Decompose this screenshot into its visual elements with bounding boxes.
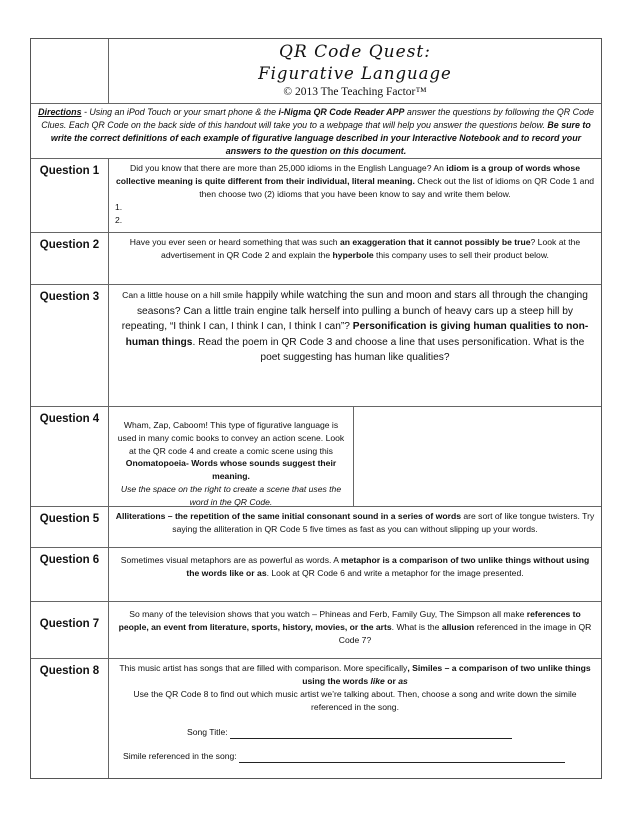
q2-text: this company uses to sell their product below. <box>373 250 549 260</box>
question-5-body <box>109 507 601 547</box>
directions-text <box>31 104 601 158</box>
simile-definition: , Similes – a comparison of two unlike things using the words <box>302 663 591 686</box>
question-8-row <box>31 658 601 778</box>
q3-text: . Read the poem in QR Code 3 and choose a line that uses personification. What is the poet suggesting has human like qualities? <box>192 336 585 363</box>
answer-item-1[interactable]: 1. <box>115 202 123 212</box>
simile-or: or <box>384 676 399 686</box>
question-label: Question 2 <box>31 233 109 284</box>
question-6-body <box>109 548 601 601</box>
q1-text: Check out the list of idioms on QR Code 1 and then choose two (2) idioms that you have been know to say and write them below. <box>199 176 595 199</box>
q7-text: So many of the television shows that you watch – Phineas and Ferb, Family Guy, The Simpson all make <box>129 609 527 619</box>
onomatopoeia-definition: Onomatopoeia- Words whose sounds suggest their meaning. <box>125 458 337 482</box>
question-label: Question 3 <box>31 285 109 406</box>
worksheet-title: QR Code Quest: <box>279 42 431 62</box>
metaphor-definition: metaphor is a comparison of two unlike things without using the words like or as <box>186 555 590 578</box>
question-7-body <box>109 602 601 658</box>
simile-as: as <box>398 676 408 686</box>
simile-line[interactable] <box>239 752 565 763</box>
question-5-row <box>31 506 601 547</box>
directions-emphasis: Be sure to write the correct definitions of each example of figurative language described in your Interactive Notebook and to record your answers to the question on this document. <box>50 120 591 156</box>
directions-row <box>31 103 601 158</box>
q6-text: . Look at QR Code 6 and write a metaphor for the image presented. <box>266 568 524 578</box>
idiom-definition: idiom is a group of words whose collective meaning is quite different from their individual, literal meaning. <box>115 163 580 186</box>
q8-text: This music artist has songs that are filled with comparison. More specifically <box>119 663 408 673</box>
question-1-body <box>109 159 601 232</box>
worksheet-table <box>30 38 602 779</box>
personification-definition: Personification is giving human qualities to non-human things <box>125 321 589 348</box>
q1-text: Did you know that there are more than 25,000 idioms in the English Language? An <box>130 163 447 173</box>
header-row <box>31 39 601 103</box>
copyright-line: © 2013 The Teaching Factor™ <box>283 86 427 98</box>
question-label: Question 8 <box>31 659 109 778</box>
question-1-row <box>31 158 601 232</box>
question-2-row <box>31 232 601 284</box>
q6-text: Sometimes visual metaphors are as powerful as words. A <box>120 555 341 565</box>
question-label: Question 4 <box>31 407 109 506</box>
header-blank-cell <box>31 39 109 103</box>
question-4-body <box>109 407 354 506</box>
hyperbole-definition: an exaggeration that it cannot possibly be true <box>339 237 531 247</box>
q7-text: . What is the <box>391 622 442 632</box>
directions-text-part: - Using an iPod Touch or your smart phone & the <box>81 107 279 117</box>
question-2-body <box>109 233 601 284</box>
simile-label: Simile referenced in the song: <box>123 751 237 761</box>
question-7-row <box>31 601 601 658</box>
q8-instructions: Use the QR Code 8 to find out which music artist we’re talking about. Then, choose a song and write down the simile referenced in the song. <box>133 689 577 712</box>
q4-text: Wham, Zap, Caboom! This type of figurative language is used in many comic books to convey an action scene. Look at the QR code 4 and create a comic scene using this <box>117 420 345 456</box>
comic-scene-area[interactable] <box>354 407 601 506</box>
simile-field[interactable] <box>115 750 595 763</box>
q2-text: Have you ever seen or heard something that was such <box>129 237 340 247</box>
question-8-body <box>109 659 601 778</box>
question-6-row <box>31 547 601 601</box>
allusion-term: allusion <box>441 622 475 632</box>
song-title-label: Song Title: <box>187 727 228 737</box>
question-label: Question 7 <box>31 602 109 658</box>
allusion-definition: references to people, an event from literature, sports, history, movies, or the arts <box>118 609 581 632</box>
hyperbole-term: hyperbole <box>332 250 374 260</box>
directions-label: Directions <box>38 107 82 117</box>
alliteration-definition: Alliterations – the repetition of the same initial consonant sound in a series of words <box>115 511 461 521</box>
question-4-row <box>31 406 601 506</box>
header-title-cell <box>109 39 601 103</box>
song-title-line[interactable] <box>230 728 512 739</box>
directions-text-part: answer the questions by following the QR Code Clues. Each QR Code on the back side of this handout will take you to a webpage that will help you answer the questions below. <box>41 107 594 130</box>
q5-text: are sort of like tongue twisters. Try saying the alliteration in QR Code 5 five times as fast as you can without slipping up your words. <box>172 511 595 534</box>
answer-item-2[interactable]: 2. <box>115 215 123 225</box>
song-title-field[interactable] <box>115 726 595 739</box>
q4-note: Use the space on the right to create a scene that uses the word in the QR Code. <box>120 483 342 507</box>
q7-text: referenced in the image in QR Code 7? <box>338 622 592 645</box>
q3-text: happily while watching the sun and moon and stars all through the changing seasons? Can a little train engine talk herself into pulling a bunch of heavy cars up a steep hill by repeating, “I think I can, I think I can, I think I can”? <box>121 290 588 332</box>
question-3-row <box>31 284 601 406</box>
question-label: Question 6 <box>31 548 109 601</box>
question-3-body <box>109 285 601 406</box>
simile-like: like <box>370 676 385 686</box>
q3-text: Can a little house on a hill smile <box>122 290 243 300</box>
question-label: Question 1 <box>31 159 109 232</box>
app-name: i-Nigma QR Code Reader APP <box>278 107 405 117</box>
question-label: Question 5 <box>31 507 109 547</box>
worksheet-subtitle: Figurative Language <box>258 64 452 83</box>
q2-text: ? Look at the advertisement in QR Code 2 and explain the <box>161 237 581 260</box>
